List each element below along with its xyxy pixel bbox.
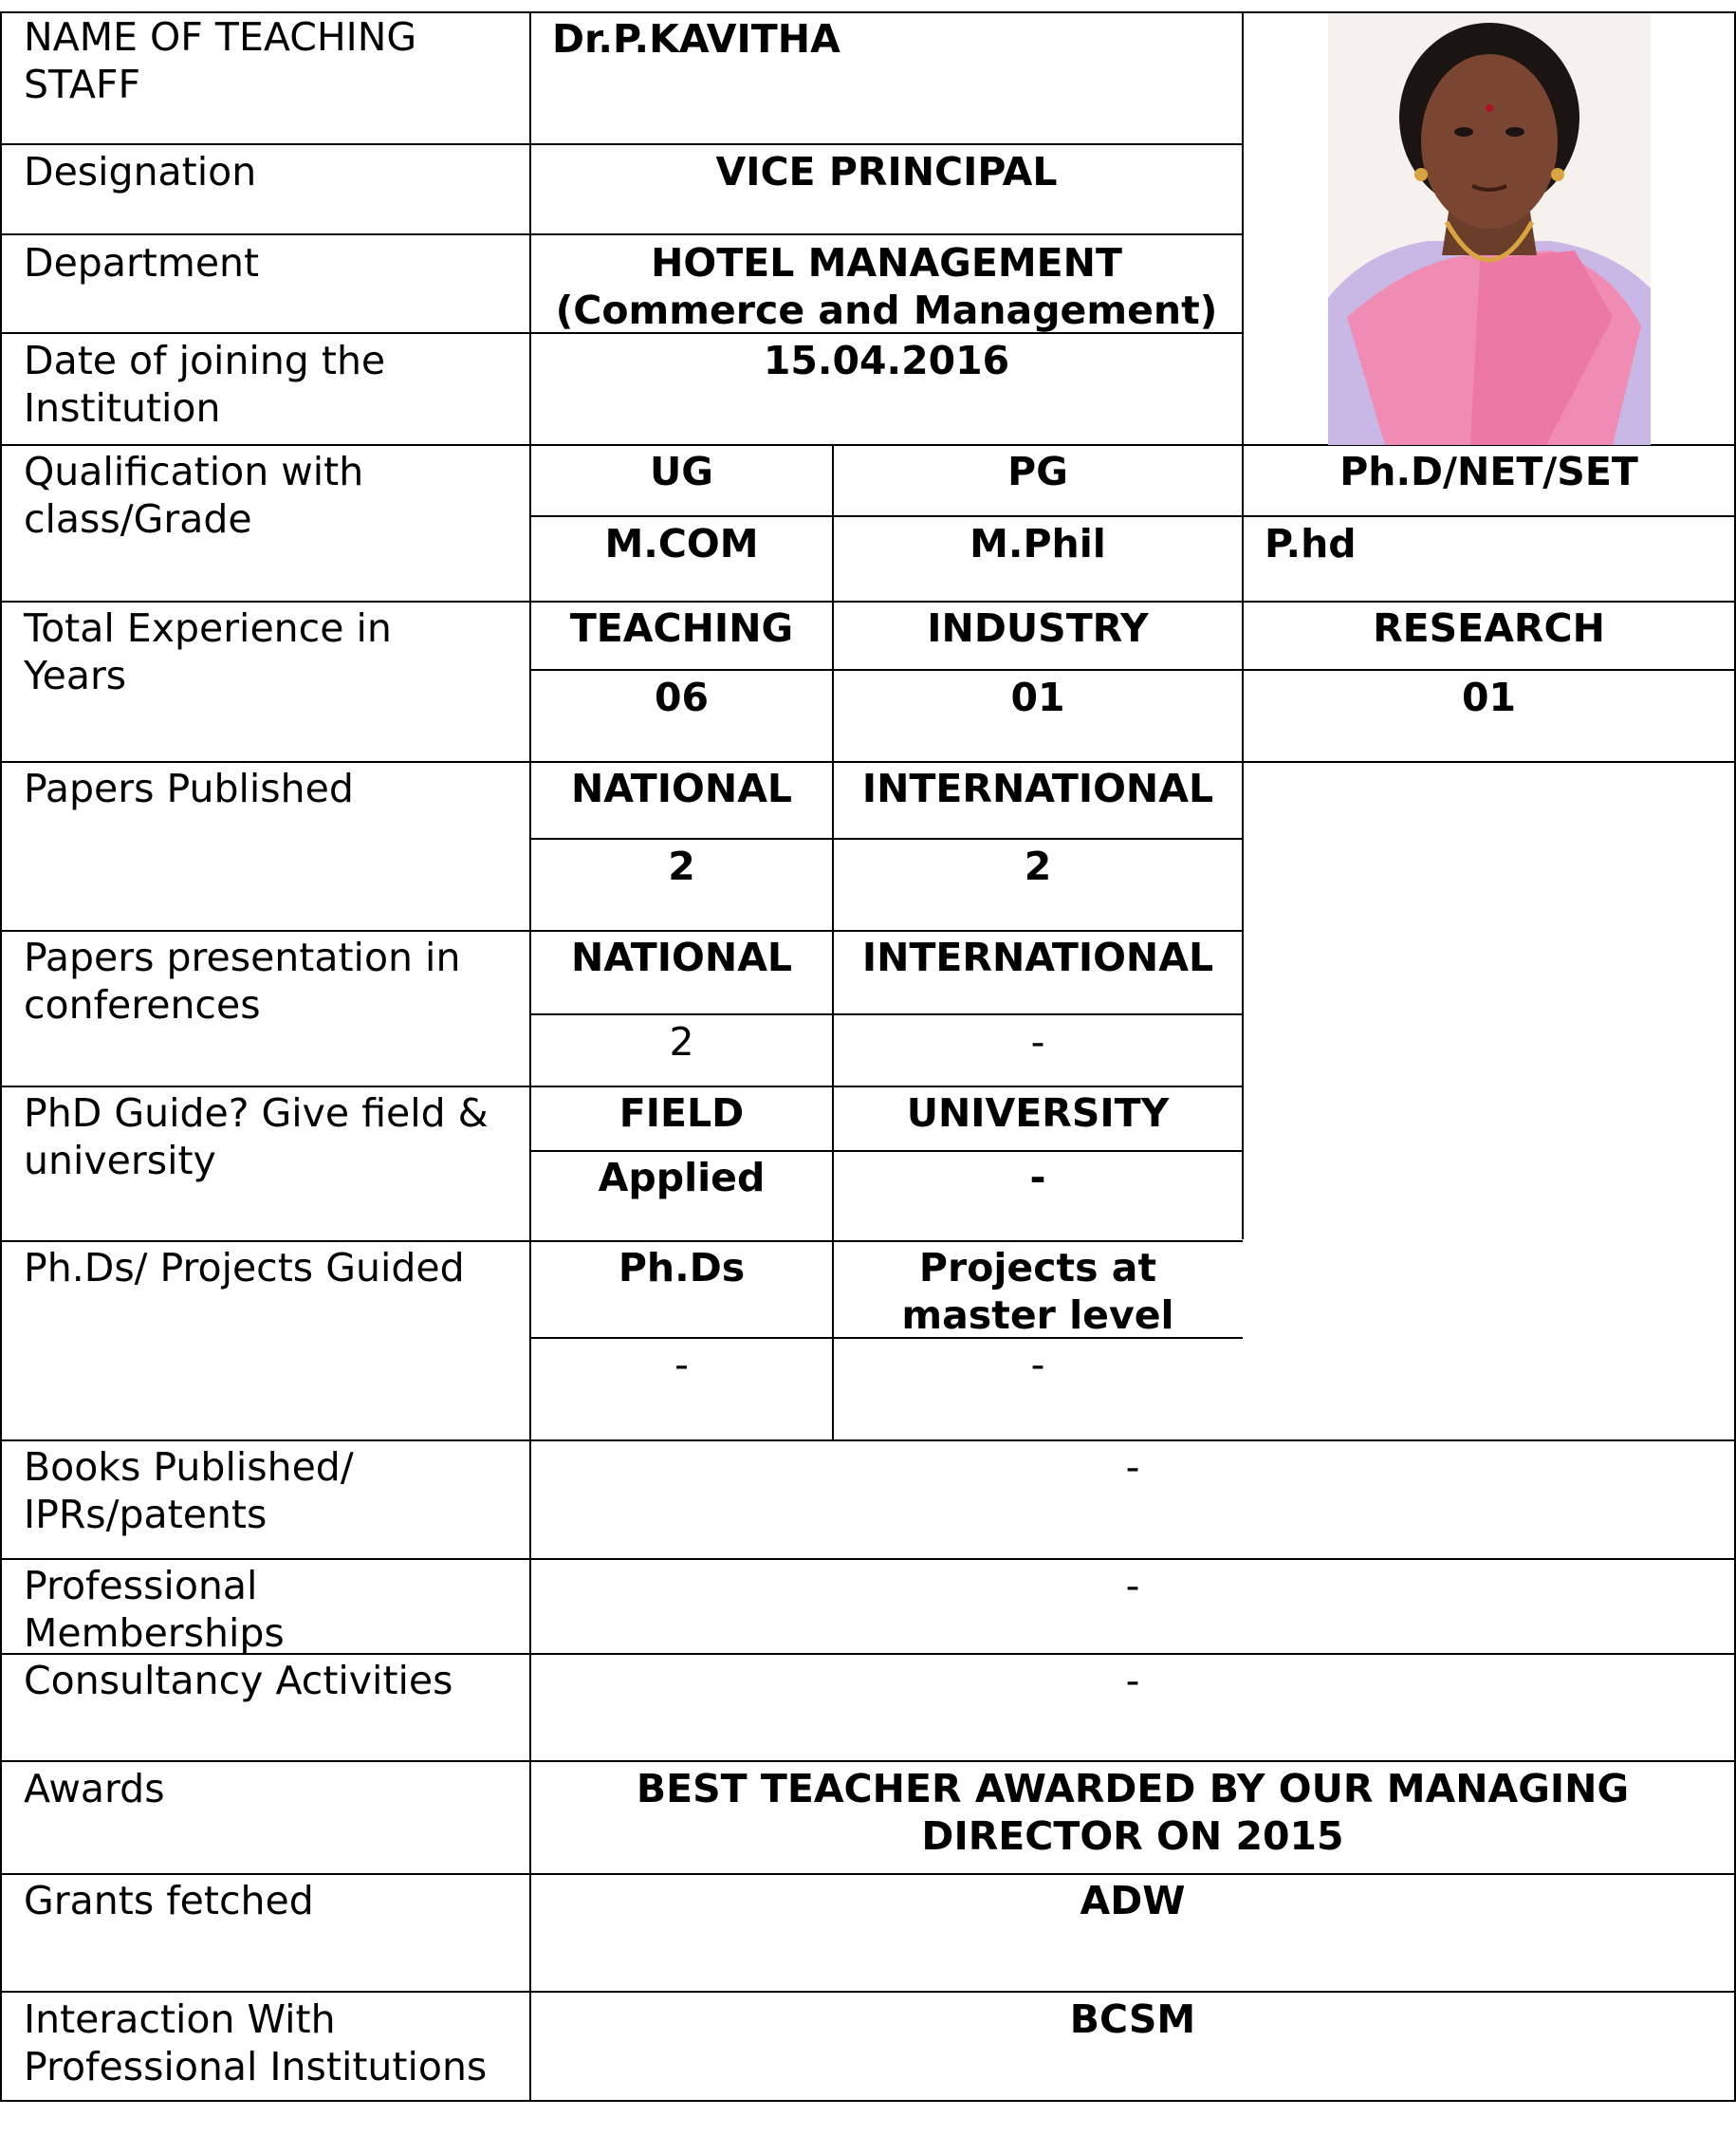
- papers-published-value-international: 2: [1024, 844, 1052, 889]
- experience-header-research: RESEARCH: [1373, 605, 1605, 651]
- consultancy-label: Consultancy Activities: [24, 1658, 453, 1703]
- designation-value: VICE PRINCIPAL: [715, 149, 1058, 195]
- papers-presented-header-international: INTERNATIONAL: [861, 935, 1214, 980]
- papers-published-header-international: INTERNATIONAL: [861, 766, 1214, 811]
- joining-label: Date of joining the Institution: [24, 338, 386, 431]
- experience-header-industry: INDUSTRY: [927, 605, 1149, 651]
- awards-label: Awards: [24, 1766, 165, 1811]
- papers-published-header-national: NATIONAL: [570, 766, 793, 811]
- books-label: Books Published/ IPRs/patents: [24, 1444, 354, 1537]
- papers-presented-header-national: NATIONAL: [570, 935, 793, 980]
- guided-header-phds: Ph.Ds: [618, 1245, 746, 1290]
- qualification-header-ug: UG: [650, 449, 713, 494]
- phd-guide-header-university: UNIVERSITY: [906, 1090, 1170, 1136]
- awards-value: BEST TEACHER AWARDED BY OUR MANAGING DIRECTOR ON 2015: [636, 1766, 1630, 1859]
- experience-header-teaching: TEACHING: [569, 605, 794, 651]
- staff-name: Dr.P.KAVITHA: [552, 16, 840, 62]
- papers-presented-value-national: 2: [669, 1019, 694, 1065]
- books-value: -: [1125, 1444, 1140, 1490]
- phd-guide-label: PhD Guide? Give field & university: [24, 1090, 489, 1183]
- qualification-value-phd: P.hd: [1265, 521, 1357, 566]
- papers-presented-value-international: -: [1030, 1019, 1045, 1065]
- guided-header-projects: Projects at master level: [901, 1245, 1174, 1338]
- interaction-label: Interaction With Professional Institutions: [24, 1996, 488, 2089]
- qualification-header-phd: Ph.D/NET/SET: [1339, 449, 1638, 494]
- papers-published-value-national: 2: [668, 844, 695, 889]
- experience-value-research: 01: [1461, 675, 1517, 720]
- interaction-value: BCSM: [1069, 1996, 1196, 2042]
- memberships-value: -: [1125, 1563, 1140, 1608]
- grants-value: ADW: [1080, 1878, 1186, 1923]
- department-label: Department: [24, 240, 260, 286]
- staff-photo: [1328, 13, 1651, 445]
- experience-label: Total Experience in Years: [24, 605, 392, 698]
- qualification-header-pg: PG: [1007, 449, 1068, 494]
- name-label: NAME OF TEACHING STAFF: [24, 14, 417, 107]
- department-value: HOTEL MANAGEMENT (Commerce and Management): [555, 240, 1218, 333]
- phd-guide-value-field: Applied: [598, 1155, 766, 1200]
- designation-label: Designation: [24, 149, 257, 195]
- papers-published-label: Papers Published: [24, 766, 354, 811]
- guided-value-projects: -: [1030, 1342, 1045, 1387]
- grants-label: Grants fetched: [24, 1878, 314, 1923]
- experience-value-teaching: 06: [654, 675, 710, 720]
- qualification-value-pg: M.Phil: [970, 521, 1106, 566]
- qualification-label: Qualification with class/Grade: [24, 449, 364, 542]
- phd-guide-header-field: FIELD: [619, 1090, 745, 1136]
- guided-value-phds: -: [674, 1342, 689, 1387]
- consultancy-value: -: [1125, 1658, 1140, 1703]
- memberships-label: Professional Memberships: [24, 1563, 285, 1656]
- papers-presented-label: Papers presentation in conferences: [24, 935, 461, 1028]
- phd-guide-value-university: -: [1029, 1155, 1046, 1200]
- guided-label: Ph.Ds/ Projects Guided: [24, 1245, 465, 1290]
- experience-value-industry: 01: [1010, 675, 1065, 720]
- qualification-value-ug: M.COM: [604, 521, 759, 566]
- joining-date: 15.04.2016: [763, 338, 1010, 383]
